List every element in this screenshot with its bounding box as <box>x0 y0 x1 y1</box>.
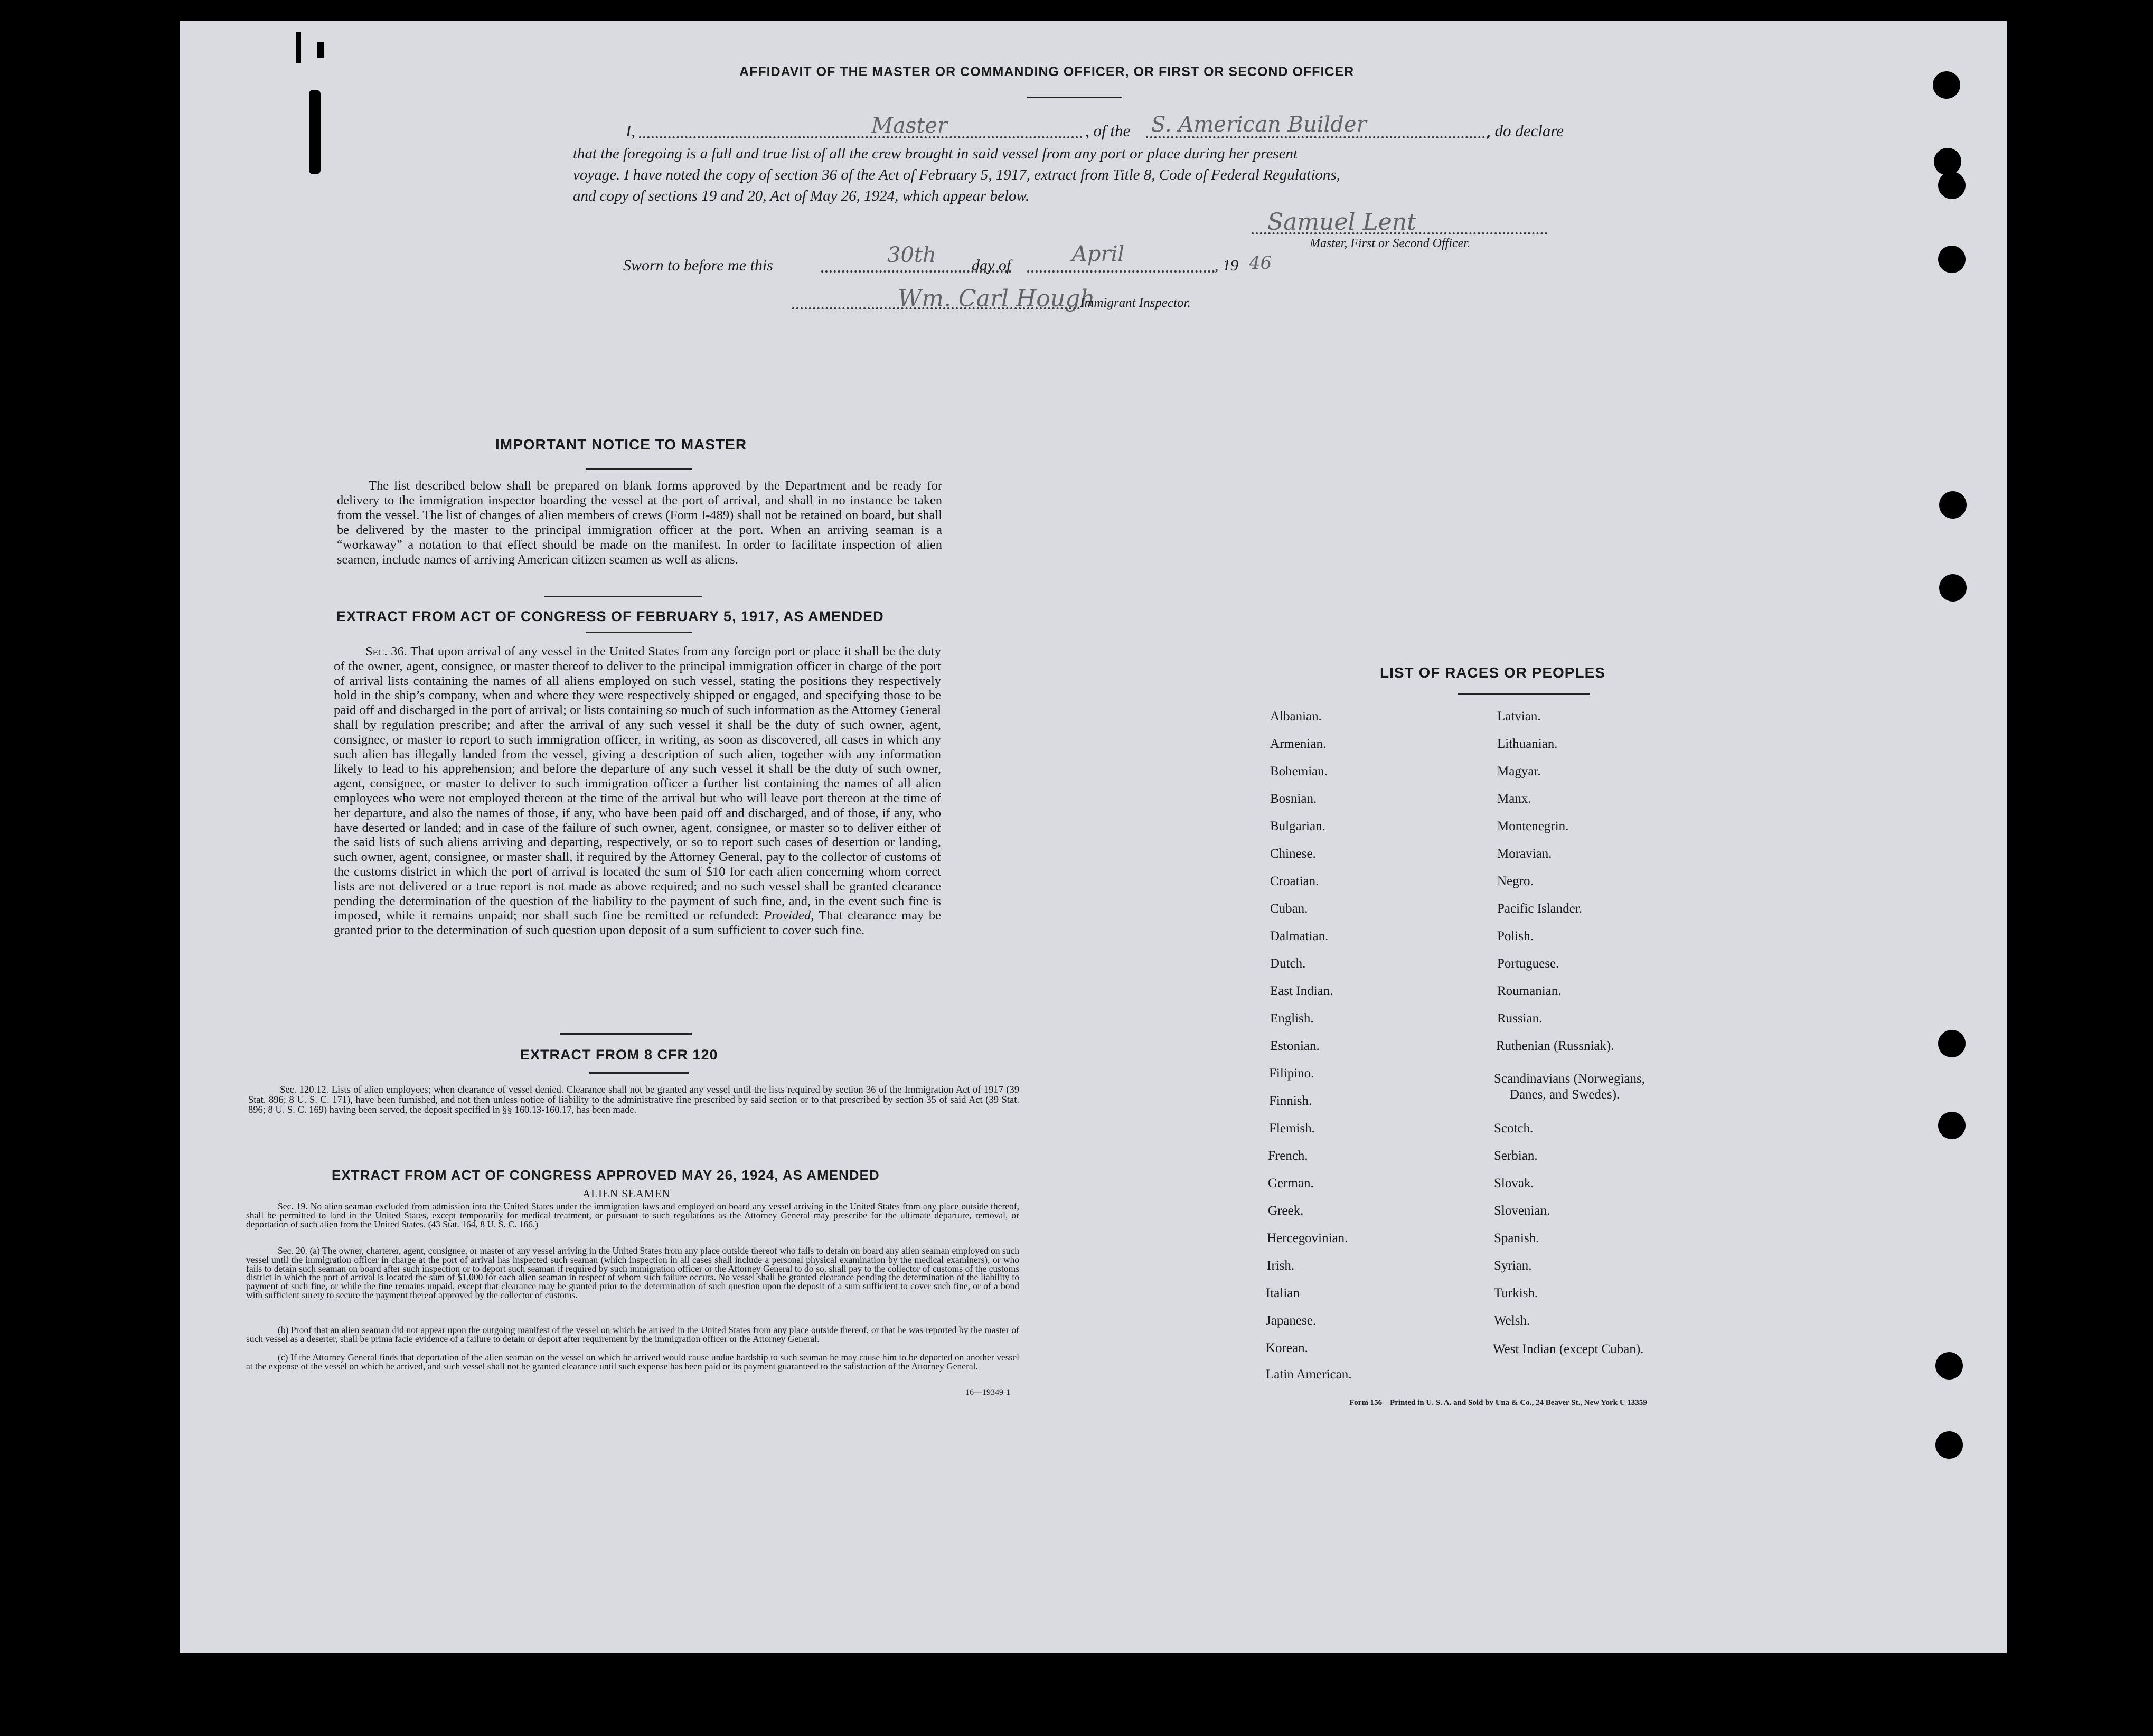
race-item: Scotch. <box>1494 1121 1534 1136</box>
race-item: Hercegovinian. <box>1267 1231 1348 1245</box>
affidavit-line-1: that the foregoing is a full and true list of all the crew brought in said vessel from any port or place during her present <box>573 145 1298 162</box>
scan-mark <box>309 90 321 174</box>
affidavit-line-3: and copy of sections 19 and 20, Act of May 26, 1924, which appear below. <box>573 187 1029 204</box>
race-item: East Indian. <box>1270 984 1333 998</box>
notice-title: IMPORTANT NOTICE TO MASTER <box>495 436 747 453</box>
race-item: Finnish. <box>1269 1094 1312 1108</box>
race-item: Irish. <box>1267 1259 1295 1273</box>
printer-footer: Form 156—Printed in U. S. A. and Sold by Una & Co., 24 Beaver St., New York U 13359 <box>1349 1399 1647 1407</box>
punch-hole <box>1934 148 1961 175</box>
race-item: Montenegrin. <box>1497 819 1569 833</box>
sec-20a-body: Sec. 20. (a) The owner, charterer, agent, consignee, or master of any vessel arriving in the United States from any place outside thereof who fails to detain on board any alien seaman employed on such vessel until the immigration officer in charge at the port of arrival has inspected such seaman (which inspection in all cases shall include a personal physical examination by the medical examiners), or who fails to detain such seaman on board after such inspection or to deport such seaman if required by such immigration officer or the Attorney General to do so, shall pay to the collector of customs of the customs district in which the port of arrival is located the sum of $1,000 for each alien seaman in respect of whom such failure occurs. No vessel shall be granted clearance pending the determination of the liability to payment of such fine, or while the fine remains unpaid, except that clearance may be granted prior to the determination of such question upon the deposit of a sum sufficient to cover such fine, or of a bond with sufficient surety to secure the payment thereof approved by the collector of customs. <box>246 1245 1019 1300</box>
race-item: Portuguese. <box>1497 956 1559 971</box>
punch-hole <box>1938 172 1966 199</box>
race-item: Latvian. <box>1497 709 1541 724</box>
month-value: April <box>1072 242 1125 266</box>
race-item: Negro. <box>1497 874 1534 888</box>
extract-1924-title: EXTRACT FROM ACT OF CONGRESS APPROVED MAY 26, 1924, AS AMENDED <box>332 1167 880 1183</box>
race-item: Flemish. <box>1269 1121 1315 1136</box>
race-item: Dalmatian. <box>1270 929 1329 943</box>
scan-mark <box>296 32 301 63</box>
cfr-body: Sec. 120.12. Lists of alien employees; when clearance of vessel denied. Clearance shall not be granted any vessel until the lists required by section 36 of the Immigration Act of 1917 (39 Stat. 896; 8 U. S. C. 171), have been furnished, and not then unless notice of liability to the administrative fine prescribed by said section or to that prescribed by section 35 of said Act (39 Stat. 896; 8 U. S. C. 169) having been served, the deposit specified in §§ 160.13-160.17, has been made. <box>248 1085 1019 1115</box>
affidavit-i-label: I, <box>626 121 636 140</box>
extract-1917-rule <box>586 632 692 633</box>
race-item: Italian <box>1266 1286 1300 1300</box>
race-item: Ruthenian (Russniak). <box>1496 1039 1614 1053</box>
races-title: LIST OF RACES OR PEOPLES <box>1380 664 1605 681</box>
race-item: Dutch. <box>1270 956 1306 971</box>
race-item: Estonian. <box>1270 1039 1320 1053</box>
vessel-name-value: S. American Builder <box>1151 112 1367 137</box>
race-item: Scandinavians (Norwegians, <box>1494 1072 1646 1086</box>
extract-1917-title: EXTRACT FROM ACT OF CONGRESS OF FEBRUARY 5, 1917, AS AMENDED <box>336 608 884 624</box>
section-36-text: That upon arrival of any vessel in the United States from any foreign port or place it shall be the duty of the owner, agent, consignee, or master thereof to deliver to the principal immigration officer in charge of the port of arrival lists containing the names of all aliens employed on such vessel, stating the positions they respectively hold in the ship’s company, when and where they were respectively shipped or engaged, and specifying those to be paid off and discharged in the port of arrival; or lists containing so much of such information as the Attorney General shall by regulation prescribe; and after the arrival of any such vessel it shall be the duty of such owner, agent, consignee, or master to report to such immigration officer, in writing, as soon as discovered, all cases in which any such alien has illegally landed from the vessel, giving a description of such alien, together with any information likely to lead to his apprehension; and before the departure of any such vessel it shall be the duty of such owner, agent, consignee, or master to deliver to such immigration officer a further list containing the names of all alien employees who were not employed thereon at the time of the arrival but who will leave port thereon at the time of her departure, and also the names of those, if any, who have been paid off and discharged, and of those, if any, who have deserted or landed; and in case of the failure of such owner, agent, consignee, or master so to deliver either of the said lists of such aliens arriving and departing, respectively, or so to report such cases of desertion or landing, such owner, agent, consignee, or master shall, if required by the Attorney General, pay to the collector of customs of the customs district in which the port of arrival is located the sum of $10 for each alien concerning whom correct lists are not delivered or a true report is not made as above required; and no such vessel shall be granted clearance pending the determination of the question of the liability to the payment of such fine, and, in the event such fine is imposed, while it remains unpaid; nor shall such fine be remitted or refunded: <box>334 644 941 923</box>
notice-body: The list described below shall be prepared on blank forms approved by the Department and be ready for delivery to the immigration inspector boarding the vessel at the port of arrival, and shall in no instance be taken from the vessel. The list of changes of alien members of crews (Form I-489) shall not be retained on board, but shall be delivered by the master to the principal immigration officer at the port. When an arriving seaman is a “workaway” a notation to that effect should be made on the manifest. In order to facilitate inspection of alien seamen, include names of arriving American citizen seamen as well as aliens. <box>337 478 942 567</box>
race-item: French. <box>1268 1149 1308 1163</box>
race-item: Lithuanian. <box>1497 737 1558 751</box>
master-signature: Samuel Lent <box>1267 209 1416 236</box>
race-item: Danes, and Swedes). <box>1510 1087 1620 1102</box>
race-item: Filipino. <box>1269 1066 1314 1081</box>
section-36-label: Sec. 36. <box>365 644 407 659</box>
extract-1924-subtitle: ALIEN SEAMEN <box>582 1187 671 1200</box>
punch-hole <box>1938 1112 1966 1139</box>
day-of-label: day of <box>972 257 1011 274</box>
cfr-title: EXTRACT FROM 8 CFR 120 <box>520 1047 718 1063</box>
punch-hole <box>1935 1352 1963 1380</box>
title-underline <box>1027 97 1122 98</box>
extract-1917-bottom-rule <box>560 1033 692 1035</box>
affidavit-of-the-label: , of the <box>1085 121 1131 140</box>
race-item: Japanese. <box>1266 1313 1317 1328</box>
sworn-label: Sworn to before me this <box>623 257 773 274</box>
signer-caption: Master, First or Second Officer. <box>1310 237 1470 250</box>
race-item: Slovak. <box>1494 1176 1534 1190</box>
race-item: Albanian. <box>1270 709 1322 724</box>
notice-rule <box>586 468 692 470</box>
sec-20b-body: (b) Proof that an alien seaman did not appear upon the outgoing manifest of the vessel on which he arrived in the United States from any place outside thereof, or that he was reported by the master of such vessel as a deserter, shall be prima facie evidence of a failure to detain or deport after requirement by the immigration officer or the Attorney General. <box>246 1325 1019 1344</box>
race-item: Korean. <box>1266 1341 1308 1355</box>
affidavit-title: AFFIDAVIT OF THE MASTER OR COMMANDING OFFICER, OR FIRST OR SECOND OFFICER <box>739 64 1355 79</box>
inspector-line <box>792 307 1080 309</box>
inspector-signature: Wm. Carl Hough <box>898 285 1095 312</box>
extract-1917-body <box>334 644 941 938</box>
race-item: Armenian. <box>1270 737 1327 751</box>
race-item: Chinese. <box>1270 847 1316 861</box>
race-item: Cuban. <box>1270 902 1308 916</box>
provided-label: Provided, <box>764 908 814 923</box>
race-item: Manx. <box>1497 792 1531 806</box>
punch-hole <box>1939 491 1967 519</box>
punch-hole <box>1935 1431 1963 1459</box>
race-item: Syrian. <box>1494 1259 1532 1273</box>
sec-20c-body: (c) If the Attorney General finds that deportation of the alien seaman on the vessel on which he arrived would cause undue hardship to such seaman he may cause him to be deported on another vessel at the expense of the vessel on which he arrived, and such vessel shall not be granted clearance until such expense has been paid or its payment guaranteed to the satisfaction of the Attorney General. <box>246 1352 1019 1372</box>
race-item: Roumanian. <box>1497 984 1562 998</box>
year-prefix: , 19 <box>1215 257 1238 274</box>
affidavit-do-declare: , do declare <box>1487 121 1564 140</box>
race-item: Bulgarian. <box>1270 819 1325 833</box>
section-36-end: That clearance may be granted prior to the determination of such question upon deposit of a sum sufficient to cover such fine. <box>334 908 942 938</box>
race-item: Polish. <box>1497 929 1534 943</box>
inspector-caption: Immigrant Inspector. <box>1080 296 1191 310</box>
race-item: Welsh. <box>1494 1313 1530 1328</box>
race-item: Moravian. <box>1497 847 1552 861</box>
affidavit-line-2: voyage. I have noted the copy of section 36 of the Act of February 5, 1917, extract from Title 8, Code of Federal Regulations, <box>573 166 1340 183</box>
races-rule <box>1458 693 1590 695</box>
day-value: 30th <box>887 243 936 267</box>
cfr-rule <box>589 1072 689 1074</box>
race-item: West Indian (except Cuban). <box>1493 1342 1644 1356</box>
race-item: Slovenian. <box>1494 1204 1550 1218</box>
signature-line <box>1252 232 1547 234</box>
punch-hole <box>1938 1030 1966 1057</box>
race-item: German. <box>1268 1176 1314 1190</box>
race-item: Spanish. <box>1494 1231 1539 1245</box>
punch-hole <box>1933 71 1960 99</box>
form-code: 16—19349-1 <box>965 1388 1011 1397</box>
race-item: Bosnian. <box>1270 792 1317 806</box>
sec-19-body: Sec. 19. No alien seaman excluded from admission into the United States under the immigration laws and employed on board any vessel arriving in the United States from any place outside thereof, shall be permitted to land in the United States, except temporarily for medical treatment, or pursuant to such regulations as the Attorney General may prescribe for the ultimate departure, removal, or deportation of such alien from the United States. (43 Stat. 164, 8 U. S. C. 166.) <box>246 1201 1019 1230</box>
race-item: Turkish. <box>1494 1286 1538 1300</box>
year-value: 46 <box>1249 252 1272 274</box>
race-item: Magyar. <box>1497 764 1541 778</box>
race-item: Latin American. <box>1266 1367 1352 1382</box>
race-item: Pacific Islander. <box>1497 902 1583 916</box>
punch-hole <box>1938 246 1966 273</box>
master-name-line <box>639 136 1083 138</box>
month-line <box>1027 270 1215 273</box>
race-item: Bohemian. <box>1270 764 1328 778</box>
race-item: Russian. <box>1497 1011 1543 1026</box>
race-item: Serbian. <box>1494 1149 1538 1163</box>
punch-hole <box>1939 574 1967 602</box>
race-item: Croatian. <box>1270 874 1319 888</box>
master-name-value: Master <box>871 114 948 138</box>
race-item: English. <box>1270 1011 1314 1026</box>
notice-bottom-rule <box>544 596 702 597</box>
scan-mark <box>317 42 324 58</box>
race-item: Greek. <box>1268 1204 1304 1218</box>
